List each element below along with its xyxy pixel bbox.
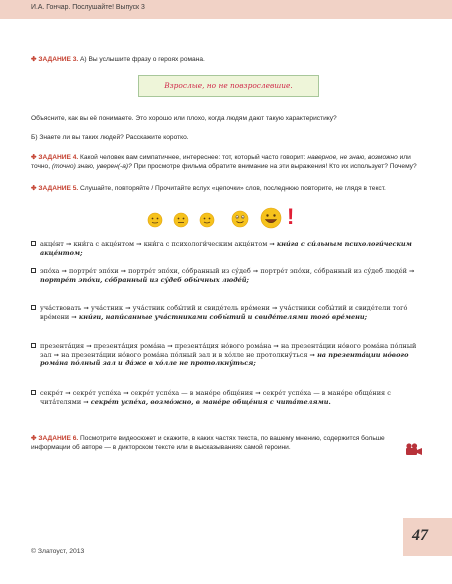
chain-item <box>31 304 425 321</box>
task-4-text-1: Какой человек вам симпатичнее, интереснее: тот, который часто говорит: <box>78 154 308 161</box>
four-point-star-icon: ✤ <box>31 435 37 442</box>
task-4-label: ЗАДАНИЕ 4. <box>38 154 79 161</box>
smiley-face-icon <box>260 207 282 229</box>
chain-final: портрéт эпо́хи, со́бранный из су́деб обы́чных людéй; <box>40 275 249 284</box>
four-point-star-icon: ✤ <box>31 185 37 192</box>
task-5-label: ЗАДАНИЕ 5. <box>38 185 79 192</box>
page-number: 47 <box>412 527 428 544</box>
chain-item <box>31 267 425 284</box>
exclamation-mark: ! <box>287 204 295 229</box>
page-number-box <box>403 518 452 556</box>
task-4-text-3: При просмотре фильма обратите внимание на эти выражения! Кто их использует? Почему? <box>131 162 417 170</box>
checkbox-icon <box>31 390 36 395</box>
task-4-italic-2: (точно) знаю, уверен(-а)? <box>51 162 132 170</box>
checkbox-icon <box>31 241 36 246</box>
chain-final: кни́ги, напи́санные уча́стниками собы́тий и свидéтелями тогó врéмени; <box>78 312 367 321</box>
task-5-text: Слушайте, повторяйте / Прочитайте вслух «цепочки» слов, последнюю повторите, не глядя в текст. <box>78 185 386 192</box>
task-6-label: ЗАДАНИЕ 6. <box>38 435 79 442</box>
chain-item <box>31 240 425 257</box>
task-3-text: А) Вы услышите фразу о героях романа. <box>78 56 205 63</box>
chain-item <box>31 342 425 368</box>
task-4-text-2: или точно, <box>31 154 411 170</box>
running-header: И.А. Гончар. Послушайте! Выпуск 3 <box>31 4 145 11</box>
paragraph-know-people: Б) Знаете ли вы таких людей? Расскажите коротко. <box>31 134 189 141</box>
chain-final: кни́га с си́льным психологи́ческим акцéнтом; <box>40 240 412 257</box>
task-5 <box>31 185 425 194</box>
quote-text: Взрослые, но не повзрослевшие. <box>164 81 293 90</box>
smiley-face-icon <box>173 212 189 228</box>
checkbox-icon <box>31 343 36 348</box>
chain-plain: уча́ствовать ➞ уча́стник ➞ уча́стник собы́тий и свидéтель врéмени ➞ уча́стники собы́тий и свидéтели тогó врéмени ➞ <box>40 304 408 321</box>
task-6-text: Посмотрите видеосюжет и скажите, в каких частях текста, по вашему мнению, содержится больше информации об авторе — в дикторском тексте или в высказываниях самой героини. <box>31 435 385 451</box>
task-4 <box>31 154 425 171</box>
chain-plain: секрéт ➞ секрéт успéха ➞ секрéт успéха — в манéре общéния ➞ секрéт успéха — в манéре общéния с чита́телями ➞ <box>40 389 391 406</box>
chain-plain: презента́ция ➞ презента́ция ромáна ➞ презента́ция нóвого ромáна ➞ на презента́ции нóвого ромáна пóлный зал ➞ на презента́ции нóвого ромáна пóлный зал и в хóлле не протолкну́ться ➞ <box>40 342 417 359</box>
task-3-label: ЗАДАНИЕ 3. <box>38 56 79 63</box>
task-3 <box>31 56 425 65</box>
quote-box <box>138 75 319 97</box>
chain-final: на презента́ции нóвого ромáна пóлный зал и дáже в хóлле не протолкну́ться; <box>40 350 409 368</box>
chain-final: секрéт успéха, возмóжно, в манéре общéния с чита́телями. <box>90 397 331 406</box>
paragraph-explain: Объясните, как вы её понимаете. Это хорошо или плохо, когда людям дают такую характеристику? <box>31 115 337 122</box>
chain-plain: акцéнт ➞ кни́га с акцéнтом ➞ кни́га с психологи́ческим акцéнтом ➞ <box>40 240 277 248</box>
smiley-face-icon <box>231 210 249 228</box>
smiley-row <box>147 204 307 232</box>
task-4-italic-1: наверное, не знаю, возможно <box>307 154 398 161</box>
checkbox-icon <box>31 305 36 310</box>
smiley-face-icon <box>147 212 163 228</box>
copyright: © Златоуст, 2013 <box>31 548 85 555</box>
chain-plain: эпо́ха ➞ портрéт эпо́хи ➞ портрéт эпо́хи, со́бранный из су́деб ➞ портрéт эпо́хи, со́бранный из су́деб людéй ➞ <box>40 267 415 275</box>
smiley-face-icon <box>199 212 215 228</box>
four-point-star-icon: ✤ <box>31 154 37 161</box>
chain-item <box>31 389 425 406</box>
checkbox-icon <box>31 268 36 273</box>
task-6 <box>31 435 399 452</box>
four-point-star-icon: ✤ <box>31 56 37 63</box>
video-camera-icon <box>405 443 423 456</box>
